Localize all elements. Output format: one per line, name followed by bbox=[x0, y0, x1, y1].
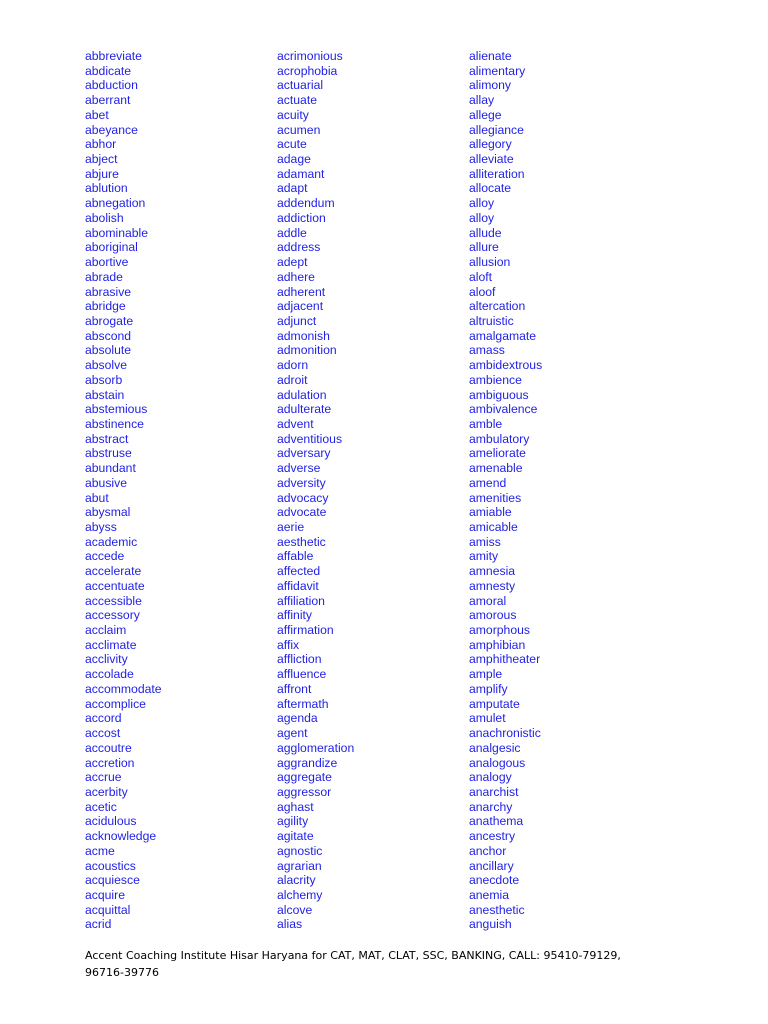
word-item[interactable]: adhere bbox=[277, 269, 315, 284]
word-item[interactable]: aloft bbox=[469, 269, 493, 284]
word-item[interactable]: analgesic bbox=[469, 740, 521, 755]
word-item[interactable]: aggregate bbox=[277, 770, 332, 785]
word-item[interactable]: amicable bbox=[469, 520, 518, 534]
word-item[interactable]: affluence bbox=[277, 667, 327, 682]
word-item[interactable]: address bbox=[277, 240, 321, 255]
word-item[interactable]: affront bbox=[277, 681, 312, 696]
word-item[interactable]: adverse bbox=[277, 461, 321, 476]
footer-line-2: 96716-39776 bbox=[85, 966, 159, 979]
word-item[interactable]: ablution bbox=[85, 181, 128, 196]
word-item[interactable]: acute bbox=[277, 137, 307, 152]
word-item[interactable]: acclaim bbox=[85, 623, 127, 638]
word-item[interactable]: agrarian bbox=[277, 858, 322, 873]
word-item[interactable]: anesthetic bbox=[469, 902, 525, 917]
word-item[interactable]: analogous bbox=[469, 755, 526, 770]
word-item[interactable]: allay bbox=[469, 93, 495, 108]
word-item[interactable]: amphibian bbox=[469, 637, 526, 652]
word-item[interactable]: allude bbox=[469, 225, 502, 240]
word-item[interactable]: ambiguous bbox=[469, 387, 529, 402]
word-item[interactable]: accommodate bbox=[85, 681, 162, 696]
word-item[interactable]: amiss bbox=[469, 534, 501, 549]
word-item[interactable]: accord bbox=[85, 711, 122, 726]
word-item[interactable]: amenities bbox=[469, 490, 522, 505]
word-item[interactable]: anecdote bbox=[469, 873, 520, 888]
word-item[interactable]: advent bbox=[277, 416, 314, 431]
word-item[interactable]: ancillary bbox=[469, 858, 514, 873]
word-item[interactable]: advocate bbox=[277, 505, 327, 520]
word-item[interactable]: aerie bbox=[277, 520, 305, 534]
word-item[interactable]: ancestry bbox=[469, 829, 516, 844]
word-item[interactable]: actuate bbox=[277, 93, 317, 108]
word-item[interactable]: agent bbox=[277, 726, 308, 741]
word-item[interactable]: alacrity bbox=[277, 873, 316, 888]
word-item[interactable]: affiliation bbox=[277, 593, 325, 608]
word-item[interactable]: alchemy bbox=[277, 887, 323, 902]
word-item[interactable]: allusion bbox=[469, 255, 511, 270]
word-item[interactable]: affix bbox=[277, 637, 300, 652]
word-item[interactable]: accretion bbox=[85, 755, 135, 770]
word-item[interactable]: amputate bbox=[469, 696, 520, 711]
word-item[interactable]: abduction bbox=[85, 78, 138, 93]
word-item[interactable]: allure bbox=[469, 240, 499, 255]
word-item[interactable]: amenable bbox=[469, 461, 523, 476]
word-item[interactable]: allocate bbox=[469, 181, 512, 196]
word-item[interactable]: aggressor bbox=[277, 784, 332, 799]
word-item[interactable]: amnesia bbox=[469, 564, 516, 579]
word-column-3 bbox=[469, 49, 542, 932]
word-column-1 bbox=[85, 49, 162, 932]
word-item[interactable]: abundant bbox=[85, 461, 136, 476]
word-item[interactable]: abstruse bbox=[85, 446, 132, 461]
word-item[interactable]: abolish bbox=[85, 210, 124, 225]
word-item[interactable]: absolute bbox=[85, 343, 132, 358]
word-item[interactable]: affected bbox=[277, 564, 321, 579]
word-item[interactable]: abject bbox=[85, 152, 118, 167]
word-item[interactable]: anathema bbox=[469, 814, 524, 829]
word-item[interactable]: alleviate bbox=[469, 152, 514, 167]
word-item[interactable]: advocacy bbox=[277, 490, 329, 505]
word-item[interactable]: acquiesce bbox=[85, 873, 140, 888]
word-item[interactable]: adorn bbox=[277, 358, 309, 373]
word-item[interactable]: adjunct bbox=[277, 313, 317, 328]
word-item[interactable]: aberrant bbox=[85, 93, 131, 108]
word-item[interactable]: acknowledge bbox=[85, 829, 157, 844]
word-item[interactable]: agility bbox=[277, 814, 309, 829]
word-item[interactable]: amity bbox=[469, 549, 499, 564]
word-item[interactable]: adamant bbox=[277, 166, 325, 181]
word-item[interactable]: acetic bbox=[85, 799, 117, 814]
word-item[interactable]: anchor bbox=[469, 843, 507, 858]
word-item[interactable]: abridge bbox=[85, 299, 126, 314]
word-item[interactable]: acrophobia bbox=[277, 63, 338, 78]
word-item[interactable]: absorb bbox=[85, 372, 123, 387]
word-item[interactable]: acrimonious bbox=[277, 49, 343, 63]
word-item[interactable]: affidavit bbox=[277, 578, 319, 593]
word-item[interactable]: aghast bbox=[277, 799, 314, 814]
word-item[interactable]: amnesty bbox=[469, 578, 516, 593]
footer-line-1: Accent Coaching Institute Hisar Haryana for CAT, MAT, CLAT, SSC, BANKING, CALL: 95410-79129, bbox=[85, 949, 621, 962]
word-item[interactable]: affable bbox=[277, 549, 314, 564]
word-item[interactable]: aftermath bbox=[277, 696, 329, 711]
word-item[interactable]: amphitheater bbox=[469, 652, 541, 667]
word-item[interactable]: abeyance bbox=[85, 122, 138, 137]
word-item[interactable]: anarchist bbox=[469, 784, 519, 799]
word-item[interactable]: adapt bbox=[277, 181, 308, 196]
word-item[interactable]: adept bbox=[277, 255, 308, 270]
word-item[interactable]: analogy bbox=[469, 770, 512, 785]
word-item[interactable]: admonish bbox=[277, 328, 330, 343]
word-item[interactable]: ambulatory bbox=[469, 431, 530, 446]
word-item[interactable]: accost bbox=[85, 726, 121, 741]
word-item[interactable]: acumen bbox=[277, 122, 321, 137]
word-item[interactable]: accelerate bbox=[85, 564, 142, 579]
word-item[interactable]: agglomeration bbox=[277, 740, 355, 755]
word-item[interactable]: abstract bbox=[85, 431, 129, 446]
word-item[interactable]: amorous bbox=[469, 608, 517, 623]
word-item[interactable]: agitate bbox=[277, 829, 314, 844]
word-item[interactable]: abysmal bbox=[85, 505, 131, 520]
word-item[interactable]: allegiance bbox=[469, 122, 524, 137]
word-item[interactable]: actuarial bbox=[277, 78, 324, 93]
word-item[interactable]: acclimate bbox=[85, 637, 137, 652]
word-item[interactable]: allegory bbox=[469, 137, 512, 152]
word-item[interactable]: allege bbox=[469, 107, 502, 122]
word-item[interactable]: abnegation bbox=[85, 196, 146, 211]
word-item[interactable]: abrogate bbox=[85, 313, 134, 328]
word-item[interactable]: aloof bbox=[469, 284, 496, 299]
word-item[interactable]: amass bbox=[469, 343, 505, 358]
word-item[interactable]: acrid bbox=[85, 917, 112, 932]
word-column-2 bbox=[277, 49, 354, 932]
word-item[interactable]: alias bbox=[277, 917, 303, 932]
word-item[interactable]: anarchy bbox=[469, 799, 513, 814]
word-item[interactable]: academic bbox=[85, 534, 138, 549]
word-item[interactable]: abet bbox=[85, 107, 109, 122]
word-item[interactable]: acme bbox=[85, 843, 115, 858]
word-item[interactable]: addiction bbox=[277, 210, 326, 225]
word-item[interactable]: adulation bbox=[277, 387, 327, 402]
word-item[interactable]: amorphous bbox=[469, 623, 530, 638]
footer-contact bbox=[85, 947, 685, 981]
word-item[interactable]: accoutre bbox=[85, 740, 132, 755]
word-item[interactable]: abyss bbox=[85, 520, 117, 534]
word-item[interactable]: accede bbox=[85, 549, 125, 564]
word-item[interactable]: adversary bbox=[277, 446, 331, 461]
word-item[interactable]: abominable bbox=[85, 225, 149, 240]
word-item[interactable]: anguish bbox=[469, 917, 512, 932]
word-item[interactable]: alloy bbox=[469, 210, 495, 225]
word-item[interactable]: abstemious bbox=[85, 402, 148, 417]
word-item[interactable]: ample bbox=[469, 667, 503, 682]
word-item[interactable]: abrasive bbox=[85, 284, 132, 299]
word-item[interactable]: accessible bbox=[85, 593, 142, 608]
word-item[interactable]: accentuate bbox=[85, 578, 145, 593]
word-item[interactable]: anemia bbox=[469, 887, 509, 902]
word-item[interactable]: addle bbox=[277, 225, 307, 240]
word-item[interactable]: amiable bbox=[469, 505, 512, 520]
word-item[interactable]: accomplice bbox=[85, 696, 146, 711]
word-item[interactable]: acerbity bbox=[85, 784, 128, 799]
word-item[interactable]: adage bbox=[277, 152, 311, 167]
word-item[interactable]: adversity bbox=[277, 475, 326, 490]
word-item[interactable]: abut bbox=[85, 490, 109, 505]
word-item[interactable]: alimony bbox=[469, 78, 511, 93]
word-item[interactable]: adulterate bbox=[277, 402, 332, 417]
word-item[interactable]: amend bbox=[469, 475, 507, 490]
word-item[interactable]: acoustics bbox=[85, 858, 136, 873]
word-item[interactable]: amalgamate bbox=[469, 328, 537, 343]
word-item[interactable]: ambivalence bbox=[469, 402, 538, 417]
word-item[interactable]: ameliorate bbox=[469, 446, 526, 461]
word-item[interactable]: alloy bbox=[469, 196, 495, 211]
word-item[interactable]: altruistic bbox=[469, 313, 514, 328]
word-item[interactable]: adherent bbox=[277, 284, 326, 299]
word-item[interactable]: abortive bbox=[85, 255, 129, 270]
word-item[interactable]: alcove bbox=[277, 902, 313, 917]
word-item[interactable]: acclivity bbox=[85, 652, 128, 667]
word-item[interactable]: admonition bbox=[277, 343, 337, 358]
word-item[interactable]: accessory bbox=[85, 608, 140, 623]
word-item[interactable]: alienate bbox=[469, 49, 512, 63]
word-item[interactable]: adjacent bbox=[277, 299, 324, 314]
word-item[interactable]: adroit bbox=[277, 372, 308, 387]
word-item[interactable]: amulet bbox=[469, 711, 506, 726]
word-item[interactable]: abdicate bbox=[85, 63, 132, 78]
word-item[interactable]: affinity bbox=[277, 608, 313, 623]
word-item[interactable]: affliction bbox=[277, 652, 322, 667]
word-item[interactable]: aggrandize bbox=[277, 755, 338, 770]
word-item[interactable]: ambience bbox=[469, 372, 522, 387]
word-item[interactable]: agnostic bbox=[277, 843, 323, 858]
word-item[interactable]: accolade bbox=[85, 667, 134, 682]
word-item[interactable]: absolve bbox=[85, 358, 128, 373]
word-item[interactable]: abstinence bbox=[85, 416, 144, 431]
word-item[interactable]: amoral bbox=[469, 593, 507, 608]
word-item[interactable]: abhor bbox=[85, 137, 117, 152]
word-item[interactable]: accrue bbox=[85, 770, 122, 785]
word-item[interactable]: alliteration bbox=[469, 166, 525, 181]
word-item[interactable]: abbreviate bbox=[85, 49, 142, 63]
word-item[interactable]: acquire bbox=[85, 887, 125, 902]
word-item[interactable]: affirmation bbox=[277, 623, 334, 638]
word-item[interactable]: altercation bbox=[469, 299, 526, 314]
word-item[interactable]: ambidextrous bbox=[469, 358, 543, 373]
word-item[interactable]: aboriginal bbox=[85, 240, 138, 255]
word-item[interactable]: amplify bbox=[469, 681, 508, 696]
word-item[interactable]: abrade bbox=[85, 269, 123, 284]
word-item[interactable]: abstain bbox=[85, 387, 125, 402]
word-item[interactable]: anachronistic bbox=[469, 726, 541, 741]
word-item[interactable]: addendum bbox=[277, 196, 335, 211]
word-item[interactable]: adventitious bbox=[277, 431, 343, 446]
word-item[interactable]: abusive bbox=[85, 475, 128, 490]
word-item[interactable]: abjure bbox=[85, 166, 119, 181]
word-item[interactable]: alimentary bbox=[469, 63, 526, 78]
word-item[interactable]: abscond bbox=[85, 328, 132, 343]
word-item[interactable]: amble bbox=[469, 416, 503, 431]
word-item[interactable]: acquittal bbox=[85, 902, 131, 917]
word-item[interactable]: acuity bbox=[277, 107, 309, 122]
word-item[interactable]: agenda bbox=[277, 711, 318, 726]
word-item[interactable]: aesthetic bbox=[277, 534, 326, 549]
word-item[interactable]: acidulous bbox=[85, 814, 137, 829]
